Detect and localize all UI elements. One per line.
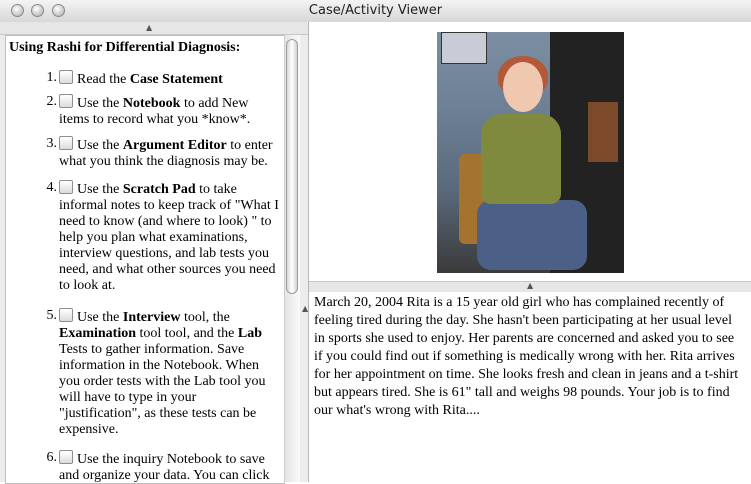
step-text-part: Tests to gather information. Save information in the Notebook. When you order tests with the Lab tool you will have to type in your "justification", as these tests can be expensive. bbox=[59, 342, 266, 437]
step-text bbox=[59, 450, 281, 484]
step-text-part: Use the bbox=[77, 138, 123, 153]
step-text-part: to take informal notes to keep track of "What I need to know (and where to look) " to help you plan what examinations, interview questions, and lab tests you need, and what other sources you need to look at. bbox=[59, 182, 279, 293]
step-number: 1. bbox=[46, 70, 57, 85]
scrollbar-thumb[interactable] bbox=[286, 39, 298, 294]
step-text-part: to enter what you think the diagnosis may be. bbox=[59, 138, 273, 169]
step-checkbox[interactable] bbox=[59, 308, 73, 322]
instructions-title: Using Rashi for Differential Diagnosis: bbox=[9, 40, 241, 55]
case-pane bbox=[302, 22, 751, 482]
split-divider-handle[interactable] bbox=[0, 22, 308, 35]
step-checkbox[interactable] bbox=[59, 70, 73, 84]
step-text-part: Use the bbox=[77, 310, 123, 325]
step-number: 3. bbox=[46, 136, 57, 151]
step-text-part: tool, the bbox=[180, 310, 230, 325]
step-text-emphasis: Notebook bbox=[122, 96, 181, 111]
step-text-emphasis: Examination bbox=[59, 326, 137, 341]
step-number: 4. bbox=[46, 180, 57, 195]
caret-up-icon[interactable]: ▲ bbox=[527, 281, 534, 290]
window-title: Case/Activity Viewer bbox=[308, 3, 443, 18]
step-text bbox=[59, 70, 281, 88]
instructions-scrollbar[interactable] bbox=[284, 35, 300, 482]
step-checkbox[interactable] bbox=[59, 136, 73, 150]
step-number: 2. bbox=[46, 94, 57, 109]
step-text-part: to add New items to record what you *know*. bbox=[59, 96, 251, 127]
case-statement-panel bbox=[302, 292, 751, 482]
step-checkbox[interactable] bbox=[59, 94, 73, 108]
step-text-emphasis: Scratch Pad bbox=[122, 182, 196, 197]
instructions-pane bbox=[0, 22, 309, 482]
step-checkbox[interactable] bbox=[59, 450, 73, 464]
title-bar bbox=[0, 0, 751, 23]
step-text-part: Use the bbox=[77, 182, 123, 197]
step-text-part: tool tool, and the bbox=[136, 326, 238, 341]
case-statement-text: March 20, 2004 Rita is a 15 year old girl who has complained recently of feeling tired during the day. She hasn't been participating at her usual level in sports she used to enjoy. Her parents are concerned and asked you to see if you could find out if something is medically wrong with her. Rita arrives for her appointment on time. She looks fresh and clean in jeans and a t-shirt but appears tired. She is 61" tall and weighs 98 pounds. Your job is to find our what's wrong with Rita.... bbox=[314, 295, 739, 418]
caret-up-icon[interactable]: ▲ bbox=[146, 23, 153, 32]
step-checkbox[interactable] bbox=[59, 180, 73, 194]
step-text-emphasis: Case Statement bbox=[129, 72, 223, 87]
step-text bbox=[59, 136, 281, 170]
step-number: 5. bbox=[46, 308, 57, 323]
step-text bbox=[59, 308, 281, 438]
step-text-emphasis: Argument Editor bbox=[122, 138, 227, 153]
photo-cabinet bbox=[588, 102, 618, 162]
photo-patient-torso bbox=[481, 114, 561, 204]
instructions-content bbox=[5, 35, 285, 484]
step-text-part: Read the bbox=[77, 72, 130, 87]
step-text-emphasis: Interview bbox=[122, 310, 181, 325]
photo-patient-legs bbox=[477, 200, 587, 270]
step-text-part: Use the inquiry Notebook to save and organize your data. You can click bbox=[59, 452, 270, 483]
photo-patient-face bbox=[503, 62, 543, 112]
step-text-emphasis: Lab bbox=[237, 326, 263, 341]
step-number: 6. bbox=[46, 450, 57, 465]
step-text bbox=[59, 94, 281, 128]
patient-photo bbox=[437, 32, 624, 273]
step-text-part: Use the bbox=[77, 96, 123, 111]
patient-photo-area bbox=[313, 22, 751, 281]
step-text bbox=[59, 180, 281, 294]
photo-wall-frame bbox=[441, 32, 487, 64]
caret-up-icon[interactable]: ▲ bbox=[302, 304, 309, 313]
